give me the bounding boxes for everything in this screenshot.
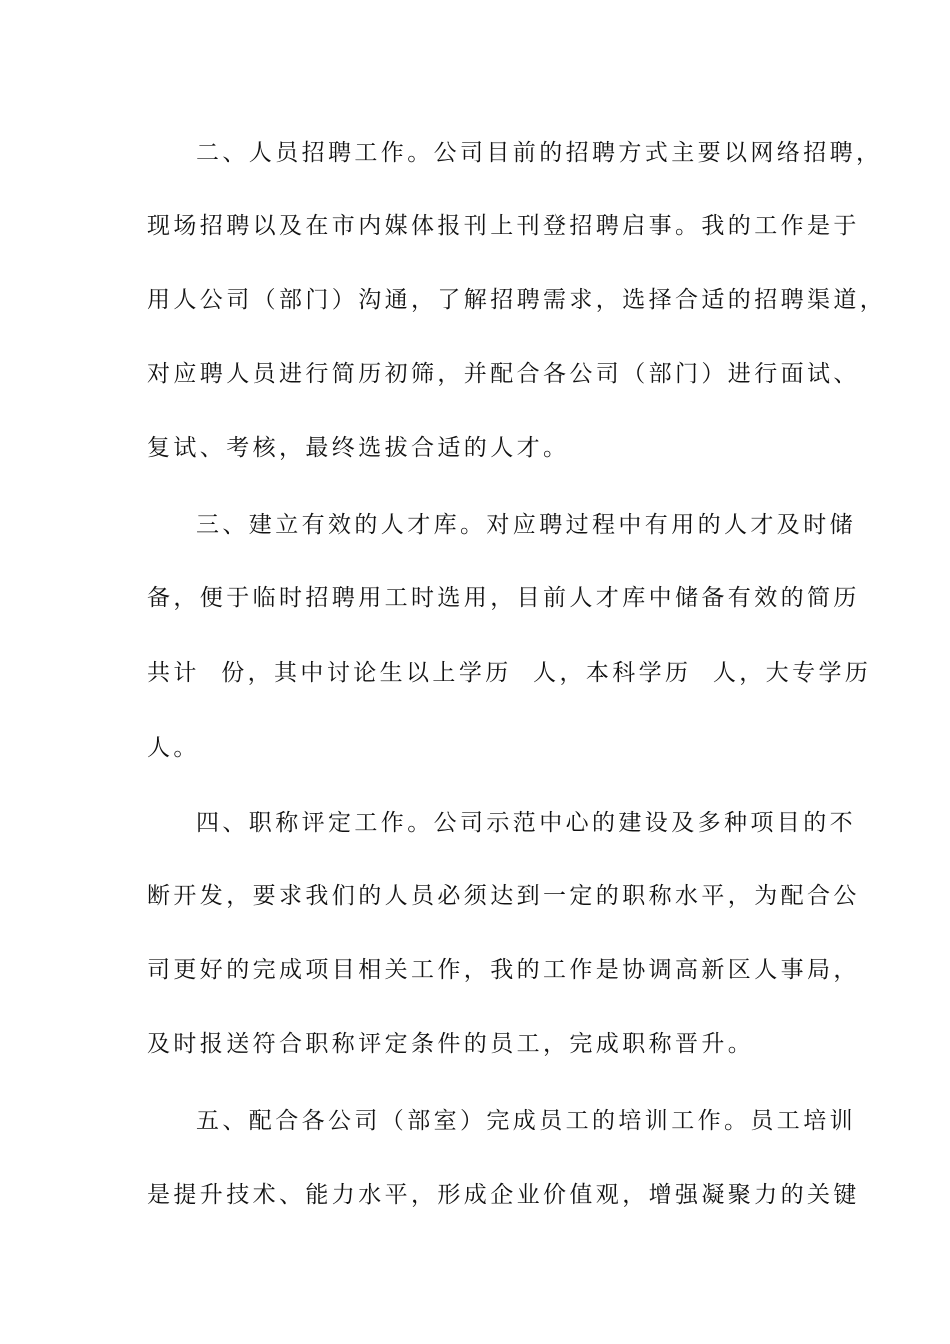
- paragraph-4-line-3: 司更好的完成项目相关工作，我的工作是协调高新区人事局，: [147, 957, 860, 983]
- paragraph-2-line-2: 现场招聘以及在市内媒体报刊上刊登招聘启事。我的工作是于: [147, 213, 860, 239]
- paragraph-3-line-2: 备，便于临时招聘用工时选用，目前人才库中储备有效的简历: [147, 585, 860, 611]
- paragraph-2-line-4: 对应聘人员进行简历初筛，并配合各公司（部门）进行面试、: [147, 361, 860, 387]
- paragraph-5-line-1: 五、配合各公司（部室）完成员工的培训工作。员工培训: [196, 1108, 856, 1134]
- paragraph-3-line-3: 共计 份，其中讨论生以上学历 人，本科学历 人，大专学历: [147, 660, 872, 686]
- paragraph-2-line-1: 二、人员招聘工作。公司目前的招聘方式主要以网络招聘，: [196, 140, 883, 166]
- paragraph-4-line-2: 断开发，要求我们的人员必须达到一定的职称水平，为配合公: [147, 883, 860, 909]
- paragraph-4-line-4: 及时报送符合职称评定条件的员工，完成职称晋升。: [147, 1031, 755, 1057]
- paragraph-4-line-1: 四、职称评定工作。公司示范中心的建设及多种项目的不: [196, 810, 856, 836]
- paragraph-2-line-5: 复试、考核，最终选拔合适的人才。: [147, 435, 570, 461]
- paragraph-2-line-3: 用人公司（部门）沟通，了解招聘需求，选择合适的招聘渠道，: [147, 287, 887, 313]
- paragraph-3-line-4: 人。: [147, 735, 200, 761]
- paragraph-3-line-1: 三、建立有效的人才库。对应聘过程中有用的人才及时储: [196, 512, 856, 538]
- paragraph-5-line-2: 是提升技术、能力水平，形成企业价值观，增强凝聚力的关键: [147, 1182, 860, 1208]
